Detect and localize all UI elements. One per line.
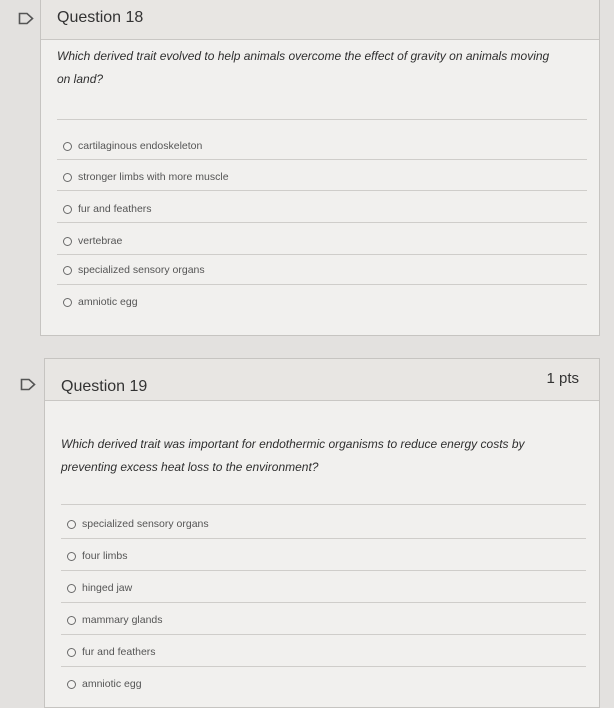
- question-18-title: Question 18: [57, 9, 144, 26]
- question-19-text: [61, 433, 586, 479]
- question-18-card: [40, 0, 600, 336]
- answer-option[interactable]: [63, 171, 229, 183]
- radio-button-icon[interactable]: [67, 552, 76, 561]
- question-18-text-line-1: Which derived trait evolved to help animals overcome the effect of gravity on animals moving: [57, 49, 550, 63]
- radio-button-icon[interactable]: [67, 648, 76, 657]
- answer-label: fur and feathers: [78, 203, 152, 215]
- question-19-header: [45, 359, 599, 401]
- flag-question-18-icon[interactable]: [18, 12, 34, 25]
- answer-label: stronger limbs with more muscle: [78, 171, 229, 183]
- answer-label: amniotic egg: [82, 678, 142, 690]
- question-18-header: [41, 0, 599, 40]
- divider: [61, 666, 586, 667]
- divider: [61, 504, 586, 505]
- answer-option[interactable]: [63, 140, 202, 152]
- divider: [57, 190, 587, 191]
- answer-option[interactable]: [67, 646, 156, 658]
- divider: [61, 538, 586, 539]
- radio-button-icon[interactable]: [63, 142, 72, 151]
- divider: [57, 284, 587, 285]
- question-19-text-line-2: preventing excess heat loss to the environment?: [61, 460, 319, 474]
- divider: [57, 222, 587, 223]
- answer-label: amniotic egg: [78, 296, 138, 308]
- answer-label: vertebrae: [78, 235, 123, 247]
- question-18-text: [57, 45, 587, 91]
- divider: [61, 602, 586, 603]
- answer-label: four limbs: [82, 550, 128, 562]
- answer-option[interactable]: [67, 614, 163, 626]
- answer-label: mammary glands: [82, 614, 163, 626]
- answer-label: specialized sensory organs: [82, 518, 209, 530]
- radio-button-icon[interactable]: [67, 616, 76, 625]
- answer-label: specialized sensory organs: [78, 264, 205, 276]
- answer-option[interactable]: [67, 550, 128, 562]
- answer-label: cartilaginous endoskeleton: [78, 140, 203, 152]
- radio-button-icon[interactable]: [63, 173, 72, 182]
- answer-option[interactable]: [63, 264, 205, 276]
- answer-label: hinged jaw: [82, 582, 133, 594]
- answer-option[interactable]: [63, 203, 152, 215]
- question-19-points: 1 pts: [546, 370, 579, 387]
- radio-button-icon[interactable]: [67, 680, 76, 689]
- radio-button-icon[interactable]: [63, 266, 72, 275]
- radio-button-icon[interactable]: [67, 584, 76, 593]
- radio-button-icon[interactable]: [63, 205, 72, 214]
- answer-option[interactable]: [67, 678, 142, 690]
- answer-label: fur and feathers: [82, 646, 156, 658]
- radio-button-icon[interactable]: [67, 520, 76, 529]
- divider: [57, 159, 587, 160]
- radio-button-icon[interactable]: [63, 237, 72, 246]
- divider: [57, 254, 587, 255]
- answer-option[interactable]: [67, 582, 132, 594]
- answer-option[interactable]: [63, 296, 138, 308]
- question-19-card: [44, 358, 600, 708]
- answer-option[interactable]: [63, 235, 122, 247]
- question-18-text-line-2: on land?: [57, 72, 104, 86]
- divider: [61, 634, 586, 635]
- flag-question-19-icon[interactable]: [20, 378, 36, 391]
- question-19-text-line-1: Which derived trait was important for endothermic organisms to reduce energy costs by: [61, 437, 525, 451]
- divider: [57, 119, 587, 120]
- question-19-title: Question 19: [61, 378, 148, 395]
- radio-button-icon[interactable]: [63, 298, 72, 307]
- answer-option[interactable]: [67, 518, 209, 530]
- divider: [61, 570, 586, 571]
